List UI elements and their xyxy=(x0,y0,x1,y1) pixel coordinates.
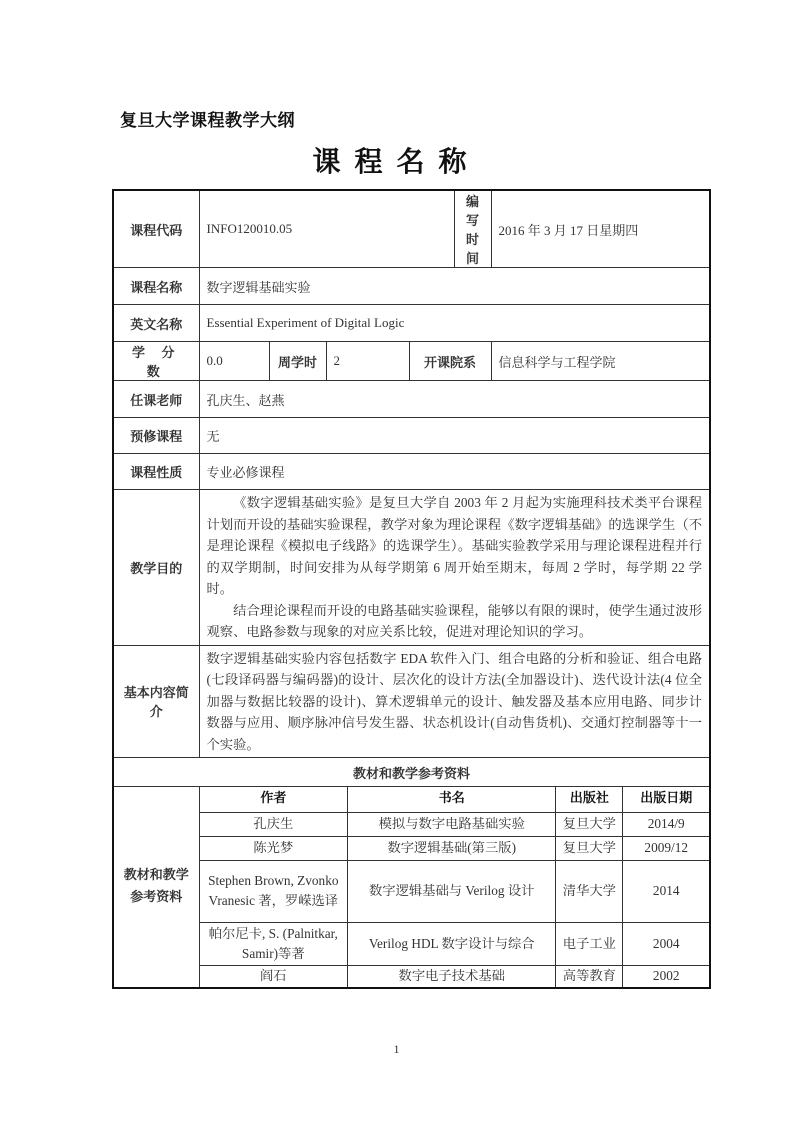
ref-date: 2004 xyxy=(623,922,709,965)
nature-value: 专业必修课程 xyxy=(199,454,710,490)
column-header-publisher: 出版社 xyxy=(556,787,623,812)
ref-publisher: 复旦大学 xyxy=(556,812,623,836)
row-references-heading xyxy=(113,758,710,787)
weekly-hours-value: 2 xyxy=(326,342,409,381)
content-summary-cell xyxy=(199,645,710,758)
english-name-label: 英文名称 xyxy=(113,305,199,342)
ref-author: 陈光梦 xyxy=(200,836,348,860)
ref-date: 2002 xyxy=(623,965,709,987)
ref-title: 模拟与数字电路基础实验 xyxy=(348,812,556,836)
references-label xyxy=(113,787,199,989)
department-value: 信息科学与工程学院 xyxy=(491,342,710,381)
written-time-label: 编写时间 xyxy=(454,190,491,268)
ref-author: Stephen Brown, Zvonko Vranesic 著，罗嵘选译 xyxy=(200,860,348,922)
objectives-label: 教学目的 xyxy=(113,490,199,646)
column-header-title: 书名 xyxy=(348,787,556,812)
written-time-value: 2016 年 3 月 17 日星期四 xyxy=(491,190,710,268)
ref-author: 孔庆生 xyxy=(200,812,348,836)
table-row xyxy=(200,965,710,987)
prerequisite-label: 预修课程 xyxy=(113,418,199,454)
ref-date: 2014/9 xyxy=(623,812,709,836)
course-name-label: 课程名称 xyxy=(113,268,199,305)
ref-publisher: 电子工业 xyxy=(556,922,623,965)
course-code-value: INFO120010.05 xyxy=(199,190,454,268)
ref-date: 2009/12 xyxy=(623,836,709,860)
nature-label: 课程性质 xyxy=(113,454,199,490)
weekly-hours-label: 周学时 xyxy=(269,342,326,381)
content-summary-label: 基本内容简介 xyxy=(113,645,199,758)
references-cell xyxy=(199,787,710,989)
english-name-value: Essential Experiment of Digital Logic xyxy=(199,305,710,342)
ref-publisher: 高等教育 xyxy=(556,965,623,987)
prerequisite-value: 无 xyxy=(199,418,710,454)
ref-publisher: 清华大学 xyxy=(556,860,623,922)
document-title: 课程名称 xyxy=(312,145,481,178)
references-section-title: 教材和教学参考资料 xyxy=(113,758,710,787)
table-row xyxy=(200,922,710,965)
row-objectives xyxy=(113,490,710,646)
references-label-text: 教材和教学参考资料 xyxy=(123,868,189,905)
row-content-summary xyxy=(113,645,710,758)
row-course-name xyxy=(113,268,710,305)
row-prerequisite xyxy=(113,418,710,454)
credits-value: 0.0 xyxy=(199,342,269,381)
ref-title: Verilog HDL 数字设计与综合 xyxy=(348,922,556,965)
ref-title: 数字逻辑基础与 Verilog 设计 xyxy=(348,860,556,922)
course-name-value: 数字逻辑基础实验 xyxy=(199,268,710,305)
row-teachers xyxy=(113,381,710,418)
objectives-cell xyxy=(199,490,710,646)
syllabus-table xyxy=(112,189,711,989)
department-label: 开课院系 xyxy=(409,342,491,381)
page-number: 1 xyxy=(393,1042,400,1056)
column-header-date: 出版日期 xyxy=(623,787,709,812)
row-references xyxy=(113,787,710,989)
table-row xyxy=(200,860,710,922)
objectives-paragraph-2: 结合理论课程而开设的电路基础实验课程，能够以有限的课时，使学生通过波形观察、电路参数与现象的对应关系比较，促进对理论知识的学习。 xyxy=(206,602,703,639)
row-nature xyxy=(113,454,710,490)
row-course-code xyxy=(113,190,710,268)
ref-title: 数字电子技术基础 xyxy=(348,965,556,987)
teachers-label: 任课老师 xyxy=(113,381,199,418)
ref-date: 2014 xyxy=(623,860,709,922)
credits-label: 学 分 数 xyxy=(113,342,199,381)
ref-title: 数字逻辑基础(第三版) xyxy=(348,836,556,860)
column-header-author: 作者 xyxy=(200,787,348,812)
table-row xyxy=(200,836,710,860)
teachers-value: 孔庆生、赵燕 xyxy=(199,381,710,418)
table-row xyxy=(200,812,710,836)
row-credits xyxy=(113,342,710,381)
references-header-row xyxy=(200,787,710,812)
row-english-name xyxy=(113,305,710,342)
institution-title: 复旦大学课程教学大纲 xyxy=(120,111,295,131)
ref-author: 阎石 xyxy=(200,965,348,987)
content-summary-text: 数字逻辑基础实验内容包括数字 EDA 软件入门、组合电路的分析和验证、组合电路(七段译码器与编码器)的设计、层次化的设计方法(全加器设计)、迭代设计法(4 位全加器与数据比较器的设计)、算术逻辑单元的设计、触发器及基本应用电路、同步计数器与应用、顺序脉冲信号发生器、状态机设计(自动售货机)、交通灯控制器等十一个实验。 xyxy=(206,650,703,752)
course-code-label: 课程代码 xyxy=(113,190,199,268)
ref-publisher: 复旦大学 xyxy=(556,836,623,860)
objectives-paragraph-1: 《数字逻辑基础实验》是复旦大学自 2003 年 2 月起为实施理科技术类平台课程计划而开设的基础实验课程，教学对象为理论课程《数字逻辑基础》的选课学生（不是理论课程《模拟电子线路》的选课学生）。基础实验教学采用与理论课程进程并行的双学期制，时间安排为从每学期第 6 周开始至期末，每周 2 学时，每学期 22 学时。 xyxy=(206,495,703,596)
ref-author: 帕尔尼卡, S. (Palnitkar, Samir)等著 xyxy=(200,922,348,965)
references-table xyxy=(200,787,710,987)
